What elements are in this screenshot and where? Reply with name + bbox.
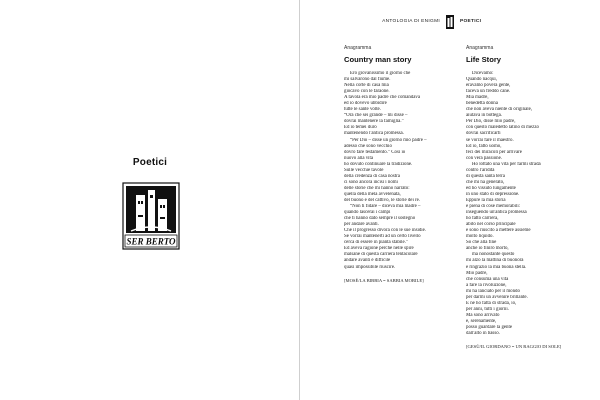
poem-line: Nella corte di casa mia — [344, 83, 389, 89]
poem-line: molto liquido. — [466, 234, 494, 240]
poem-line: ci sono ancora incisi i nomi — [344, 179, 398, 185]
poem-line: ho dovuto continuare la tradizione. — [344, 161, 413, 167]
poem-line: A tavola era mio padre che comandava — [344, 95, 421, 101]
poem-line: ed ho vissuto lungamente — [466, 185, 516, 191]
poem-line: per anni, tutti i giorni. — [466, 306, 509, 312]
poem-line: della credenza di casa nostra — [344, 173, 400, 179]
poem-line: Mia madre, — [466, 95, 489, 101]
poem-line: per darmi un avvenire brillante. — [466, 294, 528, 300]
poem-line: Sulle vecchie tavole — [344, 167, 384, 173]
tower-icon — [446, 15, 454, 29]
poem-line: che ti hanno dato sempre il sostegno — [344, 216, 416, 222]
poem-line: è piena di cose memorabili: — [466, 204, 521, 210]
poem-line: dovrai sacrificarti — [466, 131, 501, 137]
poem-line: e, serenamente, — [466, 318, 497, 324]
poem-line: Mio padre, — [466, 270, 488, 276]
poem-line: cerca di essere in pianta stabile.” — [344, 240, 409, 246]
poem-column-life-story — [466, 45, 584, 349]
poem-line: eravamo povera gente, — [466, 83, 511, 89]
poem-line: malsane di questa carriera tentacolare — [344, 252, 418, 258]
poem-kicker: Anagramma — [466, 45, 494, 51]
poem-line: mi alzo la mattina di buonora — [466, 258, 524, 264]
poem-line: quella della mela avvelenata, — [344, 191, 401, 197]
poem-lines — [344, 71, 462, 271]
poem-column-country-man-story — [344, 45, 462, 283]
poem-line: Ed aveva ragione perché nelle spire — [344, 246, 414, 252]
poem-line: Ed io temei duro — [344, 125, 377, 131]
poem-line: “Ora che sei grande – mi disse – — [344, 113, 408, 119]
poem-line: delle storie che mi hanno narrato: — [344, 185, 410, 191]
poem-line: del buono e del cattivo, le storie dei re. — [344, 197, 421, 203]
poem-line: aiutava in bottega. — [466, 113, 502, 119]
ser-berto-logo-icon — [121, 181, 181, 251]
poem-line: per andare avanti. — [344, 222, 379, 228]
poem-line: contro l'aridità — [466, 167, 495, 173]
poem-line: dall'alto in basso. — [466, 331, 500, 337]
poem-line: quando lascerai i campi — [344, 210, 391, 216]
poem-title: Life Story — [466, 55, 502, 64]
poem-line: “Per Dio – disse un giorno mio padre – — [350, 137, 427, 143]
poem-line: a fare la rivoluzione, — [466, 282, 507, 288]
poem-lines — [466, 71, 584, 337]
logo-text: SER BERTO — [126, 236, 176, 247]
poem-line: feci dei miracoli per arrivare — [466, 149, 522, 155]
poem-line: quasi impossibile riuscire. — [344, 264, 396, 270]
poem-line: So che alla fine — [466, 240, 497, 246]
poem-line: “Non ti fidare – diceva mia madre – — [350, 204, 421, 210]
poem-title: Country man story — [344, 55, 412, 64]
poem-line: di questa santa terra — [466, 173, 505, 179]
poem-line: e ringrazio la mia buona stella. — [466, 264, 527, 270]
poem-line: Ed io, fatto uomo, — [466, 143, 502, 149]
poem-line: nuovo alla vita — [344, 155, 374, 161]
running-head-right: POETICI — [460, 19, 482, 24]
poem-line: E ne ho fatta di strada, io, — [466, 300, 517, 306]
poem-line: Ho lottato una vita per farmi strada — [472, 161, 541, 167]
poem-line: in uno stato di depressione. — [466, 191, 520, 197]
poem-line: ed io dovevo ubbidire — [344, 101, 387, 107]
poem-line: dovrai mantenere la famiglia.” — [344, 119, 404, 125]
poem-line: Ma sono arrivato — [466, 312, 500, 318]
poem-line: Dicevamo: — [472, 71, 494, 76]
poem-line: faceva un freddo cane. — [466, 89, 511, 95]
poem-line: ma nonostante questo — [472, 252, 515, 258]
poem-line: benedetta donna — [466, 101, 498, 107]
poem-line: Se vorrai mantenerti ad un certo livello — [344, 234, 421, 240]
poem-line: tutte le sante volte. — [344, 107, 381, 113]
poem-kicker: Anagramma — [344, 45, 372, 51]
poem-line: con questo maledetto latino di mezzo — [466, 125, 539, 131]
poem-line: che consuma una vita — [466, 276, 509, 282]
poem-line: Ché il progresso divora con le sue insidie. — [344, 228, 427, 234]
poem-line: Quando nacqui, — [466, 77, 497, 83]
poem-line: mantenendo l'antica promessa. — [344, 131, 404, 137]
poem-line: anche io finirò morto, — [466, 246, 509, 252]
running-head — [340, 15, 560, 31]
poem-line: andare avanti è difficile — [344, 258, 391, 264]
poem-line: Eppure la mia storia — [466, 197, 506, 203]
poem-line: Ero giovanissimo il giorno che — [350, 71, 411, 76]
poem-line: che non aveva niente di originale, — [466, 107, 532, 113]
poem-line: ho fatto carriera, — [466, 216, 499, 222]
poem-line: adesso che sono vecchio — [344, 143, 392, 149]
poem-line: giocavo con le faraone. — [344, 89, 390, 95]
poem-line: posso guardare la gente — [466, 324, 513, 330]
poem-line: Per Dio, disse mio padre, — [466, 119, 516, 125]
poem-line: dovrò fare testamento.” Così io — [344, 149, 406, 155]
poem-line: che mi ha generato, — [466, 179, 505, 185]
poem-attribution: [GESÙ/IL GIORDANO = UN RAGGIO DI SOLE] — [466, 344, 562, 350]
section-title: Poetici — [132, 157, 168, 168]
running-head-left: ANTOLOGIA DI ENIGMI — [382, 19, 440, 24]
poem-line: e sono riuscito a mettere assieme — [466, 228, 531, 234]
poem-line: mi ha lanciato per il mondo — [466, 288, 520, 294]
poem-line: inseguendo un'antica promessa — [466, 210, 527, 216]
poem-line: con vera passione. — [466, 155, 502, 161]
poem-line: se vorrai fare il maestro. — [466, 137, 514, 143]
poem-line: abito nel corso principale — [466, 222, 516, 228]
poem-attribution: [MOSÈ/LA BIBBIA = SABBIA MOBILE] — [344, 277, 424, 283]
poem-line: mi salvarono dal fiume. — [344, 77, 391, 83]
